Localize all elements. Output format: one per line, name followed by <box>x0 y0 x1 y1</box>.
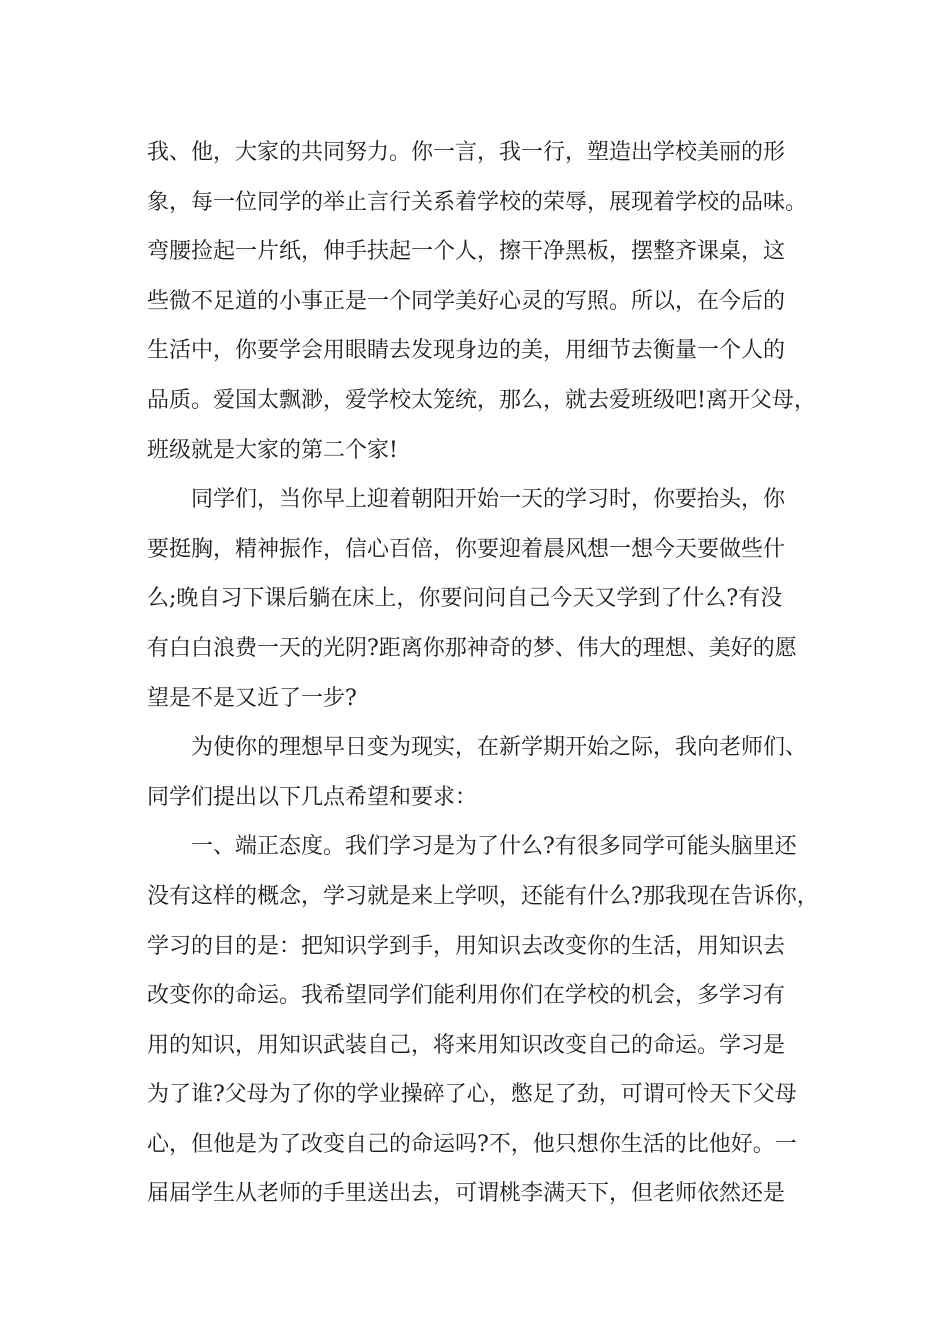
text-line: 弯腰捡起一片纸，伸手扶起一个人，擦干净黑板，摆整齐课桌，这 <box>147 239 786 265</box>
text-line: 学习的目的是：把知识学到手，用知识去改变你的生活，用知识去 <box>147 933 786 959</box>
text-line: 用的知识，用知识武装自己，将来用知识改变自己的命运。学习是 <box>147 1032 786 1058</box>
paragraph-first-line: 同学们，当你早上迎着朝阳开始一天的学习时，你要抬头，你 <box>191 487 786 513</box>
text-line: 没有这样的概念，学习就是来上学呗，还能有什么?那我现在告诉你， <box>147 883 819 909</box>
text-line: 我、他，大家的共同努力。你一言，我一行，塑造出学校美丽的形 <box>147 140 786 165</box>
text-line: 班级就是大家的第二个家! <box>147 437 398 463</box>
text-line: 要挺胸，精神振作，信心百倍，你要迎着晨风想一想今天要做些什 <box>147 536 786 562</box>
paragraph-first-line: 为使你的理想早日变为现实，在新学期开始之际，我向老师们、 <box>191 735 808 761</box>
text-line: 品质。爱国太飘渺，爱学校太笼统，那么，就去爱班级吧!离开父母， <box>147 387 816 413</box>
paragraph-first-line: 一、端正态度。我们学习是为了什么?有很多同学可能头脑里还 <box>191 834 797 860</box>
text-line: 望是不是又近了一步? <box>147 685 357 711</box>
text-line: 改变你的命运。我希望同学们能利用你们在学校的机会，多学习有 <box>147 983 786 1009</box>
text-line: 心，但他是为了改变自己的命运吗?不，他只想你生活的比他好。一 <box>147 1131 797 1157</box>
text-line: 有白白浪费一天的光阴?距离你那神奇的梦、伟大的理想、美好的愿 <box>147 635 797 661</box>
text-line: 届届学生从老师的手里送出去，可谓桃李满天下，但老师依然还是 <box>147 1181 786 1207</box>
text-line: 么;晚自习下课后躺在床上，你要问问自己今天又学到了什么?有没 <box>147 586 783 612</box>
text-line: 为了谁?父母为了你的学业操碎了心，憋足了劲，可谓可怜天下父母 <box>147 1082 797 1108</box>
text-line: 些微不足道的小事正是一个同学美好心灵的写照。所以，在今后的 <box>147 288 786 314</box>
text-line: 生活中，你要学会用眼睛去发现身边的美，用细节去衡量一个人的 <box>147 338 786 364</box>
body-text <box>147 128 819 1219</box>
text-line: 同学们提出以下几点希望和要求： <box>147 784 478 810</box>
text-line: 象，每一位同学的举止言行关系着学校的荣辱，展现着学校的品味。 <box>147 189 808 215</box>
